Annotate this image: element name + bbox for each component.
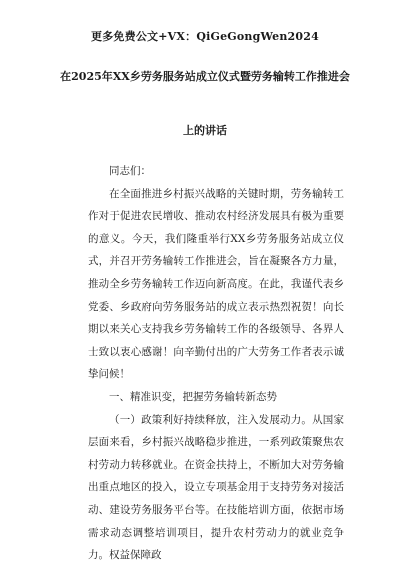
section-heading: 一、精准识变，把握劳务输转新态势 xyxy=(109,390,277,403)
salutation: 同志们： xyxy=(109,165,151,177)
document-subtitle: 上的讲话 xyxy=(183,124,227,137)
section-paragraph: （一）政策利好持续释放，注入发展动力。从国家层面来看，乡村振兴战略稳步推进，一系列政策聚焦农村劳动力转移就业。在资金扶持上，不断加大对劳务输出重点地区的投入，设立专项基金用于支持劳务对接活动、建设劳务服务平台等。在技能培训方面，依据市场需求动态调整培训项目，提升农村劳动力的就业竞争力。权益保障政 xyxy=(88,413,344,562)
body-paragraph: 在全面推进乡村振兴战略的关键时期，劳务输转工作对于促进农民增收、推动农村经济发展具有极为重要的意义。今天，我们隆重举行XX乡劳务服务站成立仪式，并召开劳务输转工作推进会，旨在凝聚各方力量，推动全乡劳务输转工作迈向新高度。在此，我谨代表乡党委、乡政府向劳务服务站的成立表示热烈祝贺！向长期以来关心支持我乡劳务输转工作的各级领导、各界人士致以衷心感谢！向辛勤付出的广大劳务工作者表示诚挚问候！ xyxy=(88,187,344,381)
promo-header: 更多免费公文+VX：QiGeGongWen2024 xyxy=(91,30,319,43)
document-body xyxy=(88,160,344,567)
document-title: 在2025年XX乡劳务服务站成立仪式暨劳务输转工作推进会 xyxy=(60,70,350,83)
